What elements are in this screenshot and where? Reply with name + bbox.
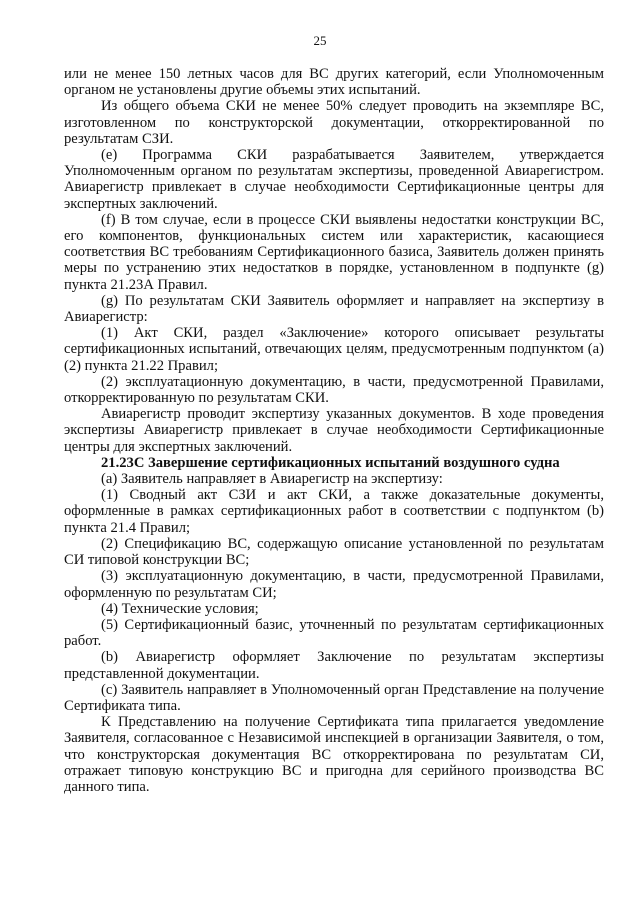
paragraph: (c) Заявитель направляет в Уполномоченный орган Представление на получение Сертификата типа. xyxy=(64,681,604,714)
paragraph: (f) В том случае, если в процессе СКИ выявлены недостатки конструкции ВС, его компонентов, функциональных систем или характеристик, касающиеся соответствия ВС требованиям Сертификационного базиса, Заявитель должен принять меры по устранению этих недостатков в порядке, установленном в подпункте (g) пункта 21.23А Правил. xyxy=(64,211,604,293)
paragraph: Авиарегистр проводит экспертизу указанных документов. В ходе проведения экспертизы Авиарегистр привлекает в случае необходимости Сертификационные центры для экспертных заключений. xyxy=(64,406,604,455)
paragraph: (e) Программа СКИ разрабатывается Заявителем, утверждается Уполномоченным органом по результатам экспертизы, проведенной Авиарегистром. Авиарегистр привлекает в случае необходимости Сертификационные центры для экспертных заключений. xyxy=(64,147,604,212)
paragraph: (a) Заявитель направляет в Авиарегистр на экспертизу: xyxy=(101,471,443,488)
paragraph: (1) Акт СКИ, раздел «Заключение» которого описывает результаты сертификационных испытаний, отвечающих целям, предусмотренным подпунктом (а)(2) пункта 21.22 Правил; xyxy=(64,325,604,374)
document-body xyxy=(64,66,604,795)
paragraph: (5) Сертификационный базис, уточненный по результатам сертификационных работ. xyxy=(64,616,604,650)
paragraph: или не менее 150 летных часов для ВС других категорий, если Уполномоченным органом не установлены другие объемы этих испытаний. xyxy=(64,66,604,99)
paragraph: Из общего объема СКИ не менее 50% следует проводить на экземпляре ВС, изготовленном по конструкторской документации, откорректированной по результатам СЗИ. xyxy=(64,98,604,147)
paragraph: (g) По результатам СКИ Заявитель оформляет и направляет на экспертизу в Авиарегистр: xyxy=(64,292,604,326)
paragraph: (3) эксплуатационную документацию, в части, предусмотренной Правилами, оформленную по результатам СИ; xyxy=(64,568,604,601)
paragraph: К Представлению на получение Сертификата типа прилагается уведомление Заявителя, согласованное с Независимой инспекцией в организации Заявителя, о том, что конструкторская документация ВС откорректирована по результатам СИ, отражает типовую конструкцию ВС и пригодна для серийного производства ВС данного типа. xyxy=(64,714,604,795)
paragraph: (2) эксплуатационную документацию, в части, предусмотренной Правилами, откорректированную по результатам СКИ. xyxy=(64,373,604,407)
section-heading: 21.23С Завершение сертификационных испытаний воздушного судна xyxy=(101,454,560,471)
paragraph: (4) Технические условия; xyxy=(101,600,259,617)
paragraph: (1) Сводный акт СЗИ и акт СКИ, а также доказательные документы, оформленные в рамках сертификационных работ в соответствии с подпунктом (b) пункта 21.4 Правил; xyxy=(64,487,604,536)
paragraph: (b) Авиарегистр оформляет Заключение по результатам экспертизы представленной документации. xyxy=(64,649,604,682)
paragraph: (2) Спецификацию ВС, содержащую описание установленной по результатам СИ типовой конструкции ВС; xyxy=(64,535,604,569)
page-number: 25 xyxy=(313,33,327,48)
